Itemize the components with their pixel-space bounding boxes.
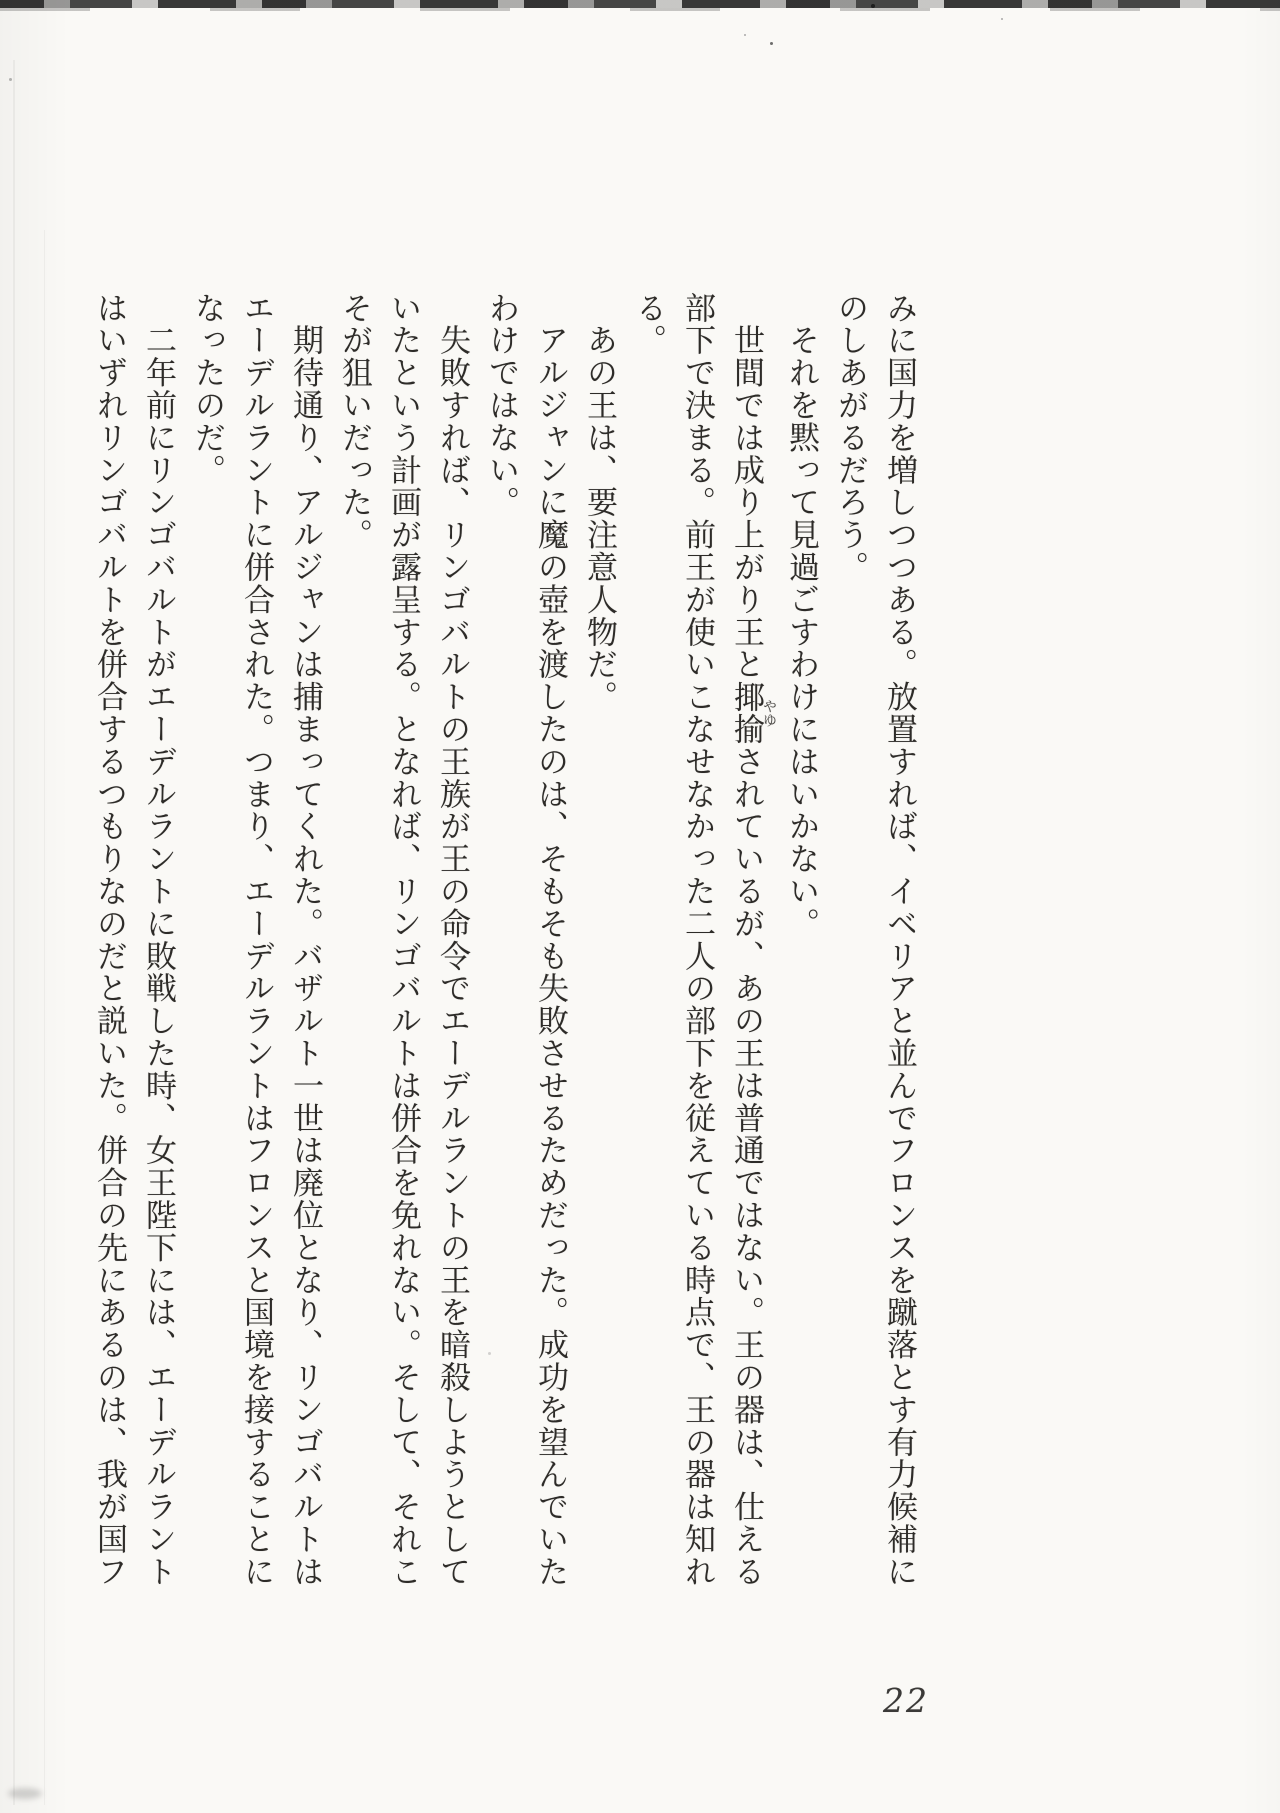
page-fold-line [13,60,15,1805]
text-column-9: わけではない。 [483,292,519,519]
text-column-2: のしあがるだろう。 [832,292,868,584]
text-column-4 [721,292,776,1632]
ruby-base: 揶揄 [728,680,764,746]
dust-speck [871,4,875,8]
text-column-5: 部下で決まる。前王が使いこなせなかった二人の部下を従えている時点で、王の器は知れ [679,292,715,1588]
text-column-1: みに国力を増しつつある。放置すれば、イベリアと並んでフロンスを蹴落とす有力候補に [881,292,917,1588]
scan-smudge [8,1788,42,1799]
dust-speck [9,78,12,81]
column-4-pre: 世間では成り上がり王と [728,292,764,681]
text-column-3: それを黙って見過ごすわけにはいかない。 [783,292,819,940]
furigana-yayu [728,680,777,746]
page-number: 22 [883,1681,929,1720]
text-column-12: そが狙いだった。 [336,292,372,552]
text-column-17: はいずれリンゴバルトを併合するつもりなのだと説いた。併合の先にあるのは、我が国フ [91,292,127,1588]
text-column-7: あの王は、要注意人物だ。 [581,292,617,714]
text-column-13: 期待通り、アルジャンは捕まってくれた。バザルト一世は廃位となり、リンゴバルトは [287,292,323,1588]
ruby-text: やゆ [761,680,777,746]
dust-speck [1001,18,1003,20]
text-column-10: 失敗すれば、リンゴバルトの王族が王の命令でエーデルラントの王を暗殺しようとして [434,292,470,1588]
text-column-14: エーデルラントに併合された。つまり、エーデルラントはフロンスと国境を接することに [238,292,274,1588]
text-column-8: アルジャンに魔の壺を渡したのは、そもそも失敗させるためだった。成功を望んでいた [532,292,568,1588]
dust-speck [744,34,746,36]
column-4-post: されているが、あの王は普通ではない。王の器は、仕える [728,745,764,1589]
dust-speck [770,42,773,45]
text-column-11: いたという計画が露呈する。となれば、リンゴバルトは併合を免れない。そして、それこ [385,292,421,1588]
page-fold-line [44,230,45,1805]
main-text-block [84,292,923,1632]
text-column-16: 二年前にリンゴバルトがエーデルラントに敗戦した時、女王陛下には、エーデルラント [140,292,176,1588]
scan-edge-artifact [0,0,1280,8]
text-column-15: なったのだ。 [189,292,225,487]
text-column-6: る。 [630,292,666,357]
